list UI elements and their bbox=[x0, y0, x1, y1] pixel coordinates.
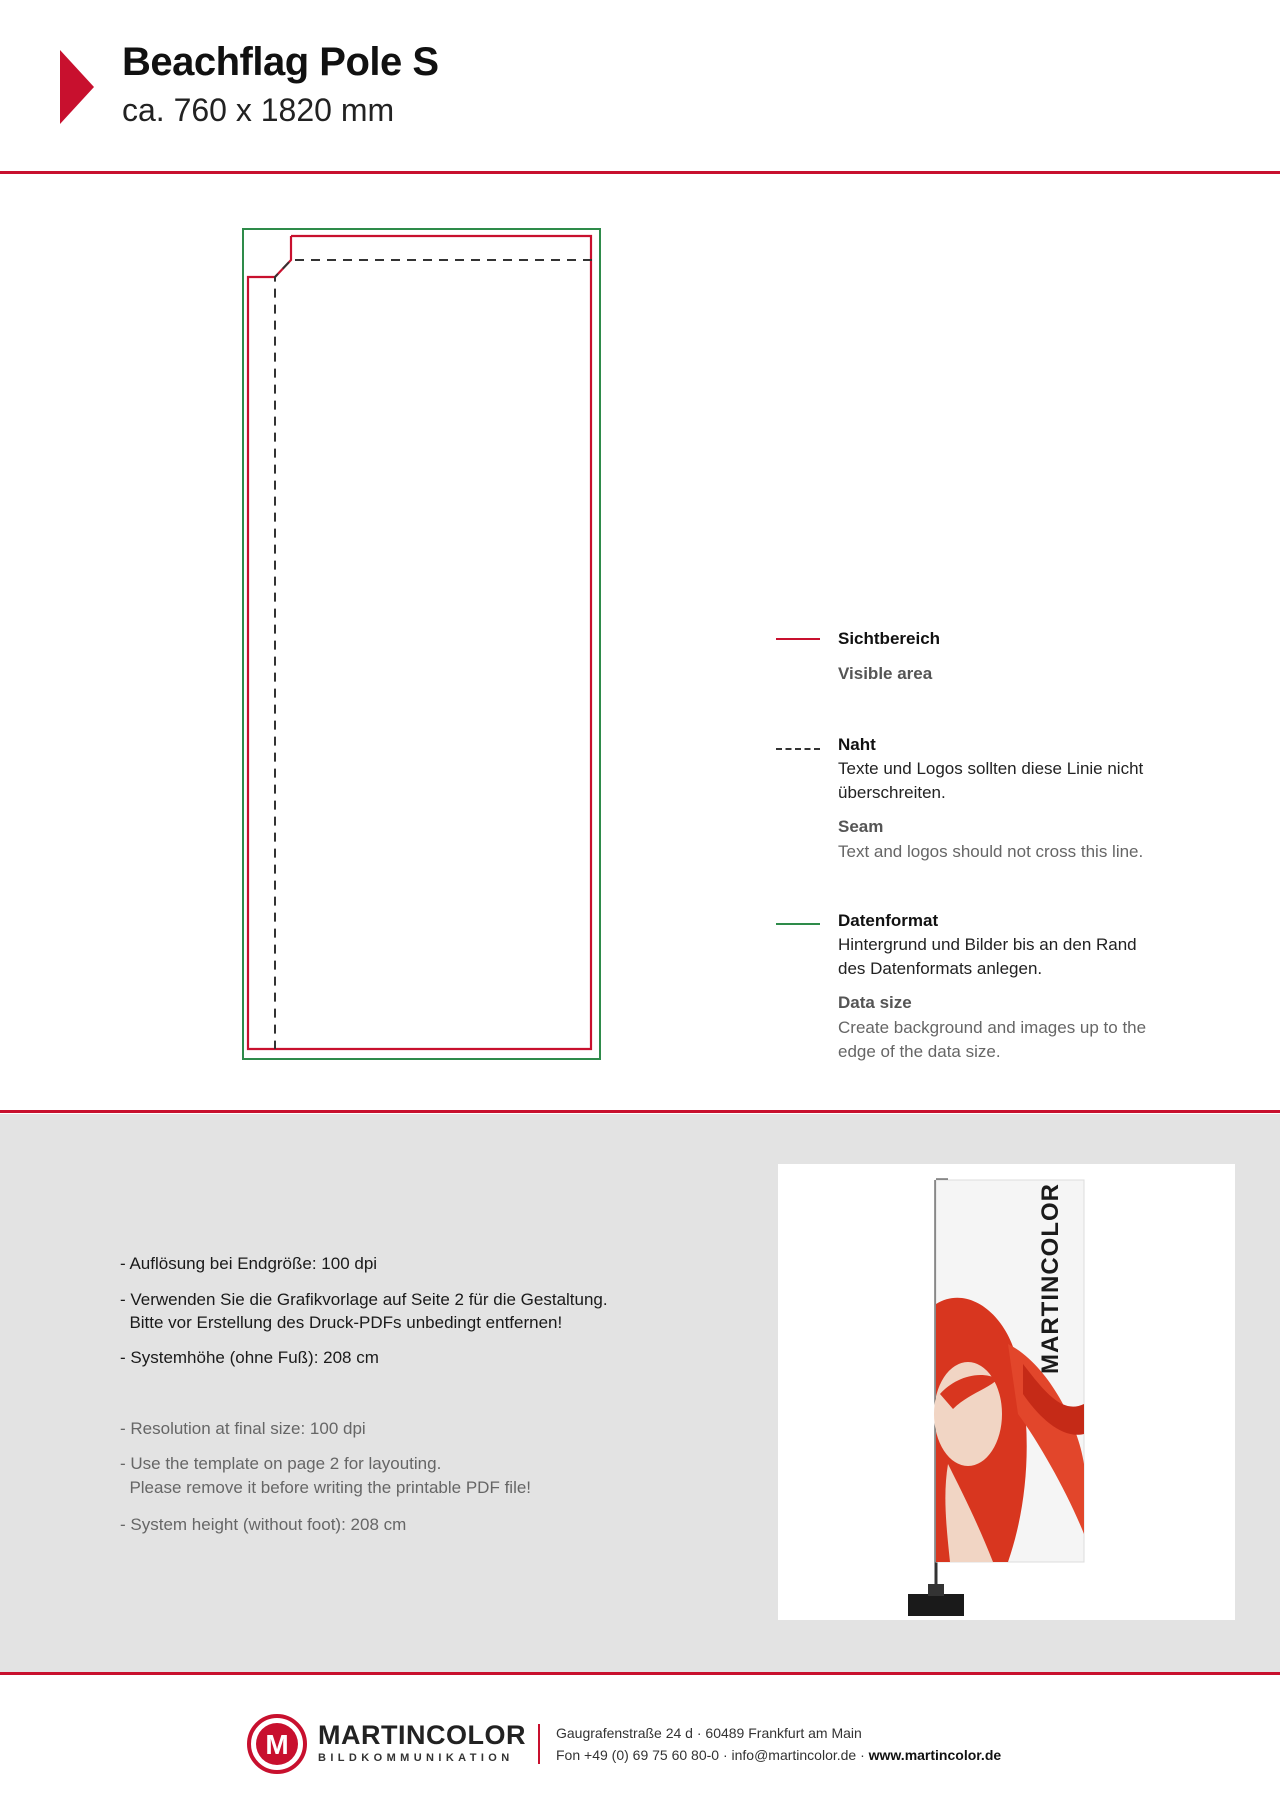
note-en-height: - System height (without foot): 208 cm bbox=[120, 1515, 407, 1534]
legend-visible-title: Sichtbereich bbox=[838, 629, 941, 648]
legend-dashed-line bbox=[776, 748, 820, 750]
note-de-template: - Verwenden Sie die Grafikvorlage auf Seite 2 für die Gestaltung. bbox=[120, 1290, 608, 1309]
legend-seam-title: Naht bbox=[838, 735, 876, 754]
flag-brand-text: MARTINCOLOR bbox=[1037, 1183, 1064, 1374]
legend-seam-de-text: Texte und Logos sollten diese Linie nicht überschreiten. bbox=[838, 759, 1144, 802]
note-de-height: - Systemhöhe (ohne Fuß): 208 cm bbox=[120, 1348, 379, 1367]
note-en-template: - Use the template on page 2 for layouting. bbox=[120, 1454, 442, 1473]
data-size-outline bbox=[243, 229, 600, 1059]
page-title: Beachflag Pole S bbox=[122, 40, 439, 84]
footer-brand: MARTINCOLOR bbox=[318, 1720, 526, 1750]
seam-line bbox=[275, 260, 592, 1049]
legend-seam-en-text: Text and logos should not cross this line. bbox=[838, 842, 1144, 861]
header-divider bbox=[0, 171, 1280, 174]
legend-visible-en: Visible area bbox=[838, 664, 933, 683]
page-subtitle: ca. 760 x 1820 mm bbox=[122, 92, 395, 128]
legend-data-title: Datenformat bbox=[838, 911, 939, 930]
section-divider bbox=[0, 1110, 1280, 1113]
note-en-template-remove: Please remove it before writing the printable PDF file! bbox=[120, 1478, 532, 1497]
flag-template-diagram bbox=[240, 226, 604, 1062]
footer-separator bbox=[538, 1724, 540, 1764]
footer-website-link[interactable]: www.martincolor.de bbox=[868, 1747, 1002, 1763]
legend-data-de-text: Hintergrund und Bilder bis an den Rand des Datenformats anlegen. bbox=[838, 935, 1137, 978]
martincolor-logo-icon bbox=[242, 1714, 312, 1774]
footer-brand-sub: BILDKOMMUNIKATION bbox=[318, 1752, 514, 1764]
beachflag-illustration bbox=[778, 1164, 1235, 1620]
legend-data-en-text: Create background and images up to the edge of the data size. bbox=[838, 1018, 1147, 1061]
legend-data-en-title: Data size bbox=[838, 993, 912, 1012]
product-photo bbox=[778, 1164, 1235, 1620]
legend-red-line bbox=[776, 638, 820, 640]
footer-contact-text: Fon +49 (0) 69 75 60 80-0 · info@martincolor.de · bbox=[556, 1747, 869, 1763]
footer-divider bbox=[0, 1672, 1280, 1675]
legend-green-line bbox=[776, 923, 820, 925]
visible-area-outline bbox=[248, 236, 591, 1049]
header-arrow-icon bbox=[60, 50, 94, 124]
note-de-template-remove: Bitte vor Erstellung des Druck-PDFs unbedingt entfernen! bbox=[120, 1313, 563, 1332]
footer-address: Gaugrafenstraße 24 d · 60489 Frankfurt am Main bbox=[556, 1725, 862, 1741]
legend-seam-en-title: Seam bbox=[838, 817, 884, 836]
note-en-resolution: - Resolution at final size: 100 dpi bbox=[120, 1419, 366, 1438]
note-de-resolution: - Auflösung bei Endgröße: 100 dpi bbox=[120, 1254, 378, 1273]
footer-contact bbox=[556, 1747, 1001, 1763]
svg-text:M: M bbox=[265, 1729, 289, 1760]
